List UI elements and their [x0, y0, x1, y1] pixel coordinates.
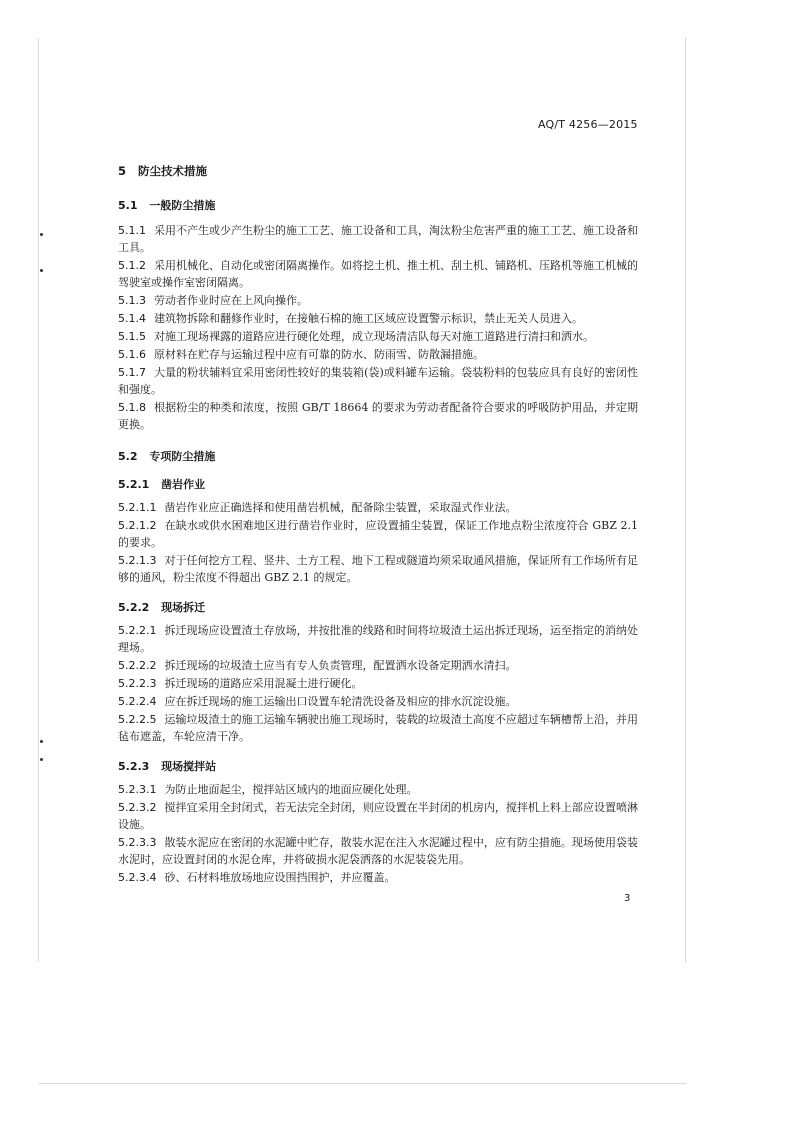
clause-paragraph — [118, 517, 638, 551]
clause-paragraph — [118, 499, 638, 516]
clause-text: 拆迁现场的道路应采用混凝土进行硬化。 — [164, 677, 363, 690]
clause-number: 5.1.6 — [118, 348, 146, 361]
section-number: 5.2.1 — [118, 478, 150, 491]
section-title: 专项防尘措施 — [149, 450, 216, 463]
clause-text: 为防止地面起尘，搅拌站区域内的地面应硬化处理。 — [164, 783, 418, 796]
clause-paragraph — [118, 622, 638, 656]
section-number: 5.2.2 — [118, 601, 150, 614]
scan-dot — [40, 269, 43, 272]
clause-paragraph — [118, 257, 638, 291]
clause-number: 5.2.2.5 — [118, 713, 157, 726]
clause-paragraph — [118, 328, 638, 345]
clause-paragraph — [118, 675, 638, 692]
clause-number: 5.1.4 — [118, 312, 146, 325]
scan-dot — [40, 758, 43, 761]
section-title: 现场搅拌站 — [161, 760, 217, 773]
clause-paragraph — [118, 869, 638, 886]
clause-text: 拆迁现场应设置渣土存放场，并按批准的线路和时间将垃圾渣土运出拆迁现场，运至指定的消纳处理场。 — [118, 624, 638, 654]
scan-dot — [40, 740, 43, 743]
page-edge-right — [685, 38, 686, 962]
section-5-2-2-heading — [118, 598, 638, 618]
section-5-1-heading — [118, 196, 638, 216]
clause-number: 5.1.1 — [118, 224, 146, 237]
clause-text: 大量的粉状辅料宜采用密闭性较好的集装箱(袋)或料罐车运输。袋装粉料的包装应具有良好的密闭性和强度。 — [118, 366, 638, 396]
clause-paragraph — [118, 693, 638, 710]
standard-number: AQ/T 4256—2015 — [538, 118, 638, 131]
clause-text: 根据粉尘的种类和浓度，按照 GB/T 18664 的要求为劳动者配备符合要求的呼吸防护用品，并定期更换。 — [118, 401, 638, 431]
clause-text: 凿岩作业应正确选择和使用凿岩机械，配备除尘装置，采取湿式作业法。 — [164, 501, 517, 514]
clause-number: 5.2.1.1 — [118, 501, 157, 514]
section-5-2-1-items — [118, 499, 638, 586]
clause-text: 砂、石材料堆放场地应设围挡围护，并应覆盖。 — [164, 871, 396, 884]
clause-text: 搅拌宜采用全封闭式，若无法完全封闭，则应设置在半封闭的机房内，搅拌机上料上部应设置喷淋设施。 — [118, 801, 638, 831]
clause-text: 拆迁现场的垃圾渣土应当有专人负责管理，配置洒水设备定期洒水清扫。 — [164, 659, 517, 672]
document-body — [118, 160, 638, 887]
clause-number: 5.2.2.2 — [118, 659, 157, 672]
clause-number: 5.2.1.2 — [118, 519, 157, 532]
clause-text: 劳动者作业时应在上风向操作。 — [154, 294, 308, 307]
clause-number: 5.2.2.1 — [118, 624, 157, 637]
clause-text: 在缺水或供水困难地区进行凿岩作业时，应设置捕尘装置，保证工作地点粉尘浓度符合 GBZ 2.1 的要求。 — [118, 519, 638, 549]
clause-text: 对施工现场裸露的道路应进行硬化处理，成立现场清洁队每天对施工道路进行清扫和洒水。 — [154, 330, 594, 343]
section-number: 5.2.3 — [118, 760, 150, 773]
clause-number: 5.1.8 — [118, 401, 146, 414]
clause-number: 5.2.1.3 — [118, 554, 157, 567]
section-5-1-items — [118, 222, 638, 433]
clause-paragraph — [118, 364, 638, 398]
clause-text: 应在拆迁现场的施工运输出口设置车轮清洗设备及相应的排水沉淀设施。 — [164, 695, 517, 708]
clause-text: 采用机械化、自动化或密闭隔离操作。如将挖土机、推土机、刮土机、铺路机、压路机等施工机械的驾驶室或操作室密闭隔离。 — [118, 259, 638, 289]
clause-text: 采用不产生或少产生粉尘的施工工艺、施工设备和工具，淘汰粉尘危害严重的施工工艺、施工设备和工具。 — [118, 224, 638, 254]
clause-text: 建筑物拆除和翻修作业时，在接触石棉的施工区域应设置警示标识，禁止无关人员进入。 — [154, 312, 583, 325]
clause-paragraph — [118, 346, 638, 363]
section-5-heading — [118, 160, 638, 182]
clause-paragraph — [118, 781, 638, 798]
clause-paragraph — [118, 657, 638, 674]
clause-number: 5.2.2.3 — [118, 677, 157, 690]
clause-paragraph — [118, 799, 638, 833]
section-5-2-heading — [118, 447, 638, 467]
page-edge-bottom — [38, 1083, 686, 1084]
clause-number: 5.1.7 — [118, 366, 146, 379]
clause-text: 散装水泥应在密闭的水泥罐中贮存，散装水泥在注入水泥罐过程中，应有防尘措施。现场使用袋装水泥时，应设置封闭的水泥仓库，并将破损水泥袋洒落的水泥装袋先用。 — [118, 836, 638, 866]
clause-paragraph — [118, 399, 638, 433]
section-title: 防尘技术措施 — [138, 164, 208, 178]
clause-paragraph — [118, 222, 638, 256]
section-title: 一般防尘措施 — [149, 199, 216, 212]
clause-number: 5.2.3.3 — [118, 836, 157, 849]
clause-number: 5.2.3.1 — [118, 783, 157, 796]
section-5-2-3-items — [118, 781, 638, 886]
clause-number: 5.2.2.4 — [118, 695, 157, 708]
section-number: 5 — [118, 164, 127, 178]
scan-dot — [40, 233, 43, 236]
clause-text: 对于任何挖方工程、竖井、土方工程、地下工程或隧道均须采取通风措施，保证所有工作场所有足够的通风，粉尘浓度不得超出 GBZ 2.1 的规定。 — [118, 554, 638, 584]
page-edge-left — [38, 38, 39, 962]
clause-number: 5.2.3.4 — [118, 871, 157, 884]
clause-number: 5.1.2 — [118, 259, 146, 272]
section-5-2-2-items — [118, 622, 638, 745]
clause-number: 5.2.3.2 — [118, 801, 157, 814]
clause-text: 原材料在贮存与运输过程中应有可靠的防水、防雨雪、防散漏措施。 — [154, 348, 484, 361]
clause-paragraph — [118, 310, 638, 327]
section-number: 5.2 — [118, 450, 138, 463]
clause-paragraph — [118, 552, 638, 586]
clause-paragraph — [118, 834, 638, 868]
page-number: 3 — [624, 893, 631, 904]
clause-paragraph — [118, 292, 638, 309]
section-number: 5.1 — [118, 199, 138, 212]
clause-number: 5.1.5 — [118, 330, 146, 343]
section-title: 现场拆迁 — [161, 601, 206, 614]
clause-text: 运输垃圾渣土的施工运输车辆驶出施工现场时，装载的垃圾渣土高度不应超过车辆槽帮上沿，并用毡布遮盖，车轮应清干净。 — [118, 713, 638, 743]
section-5-2-1-heading — [118, 475, 638, 495]
clause-number: 5.1.3 — [118, 294, 146, 307]
section-5-2-3-heading — [118, 757, 638, 777]
clause-paragraph — [118, 711, 638, 745]
section-title: 凿岩作业 — [161, 478, 206, 491]
